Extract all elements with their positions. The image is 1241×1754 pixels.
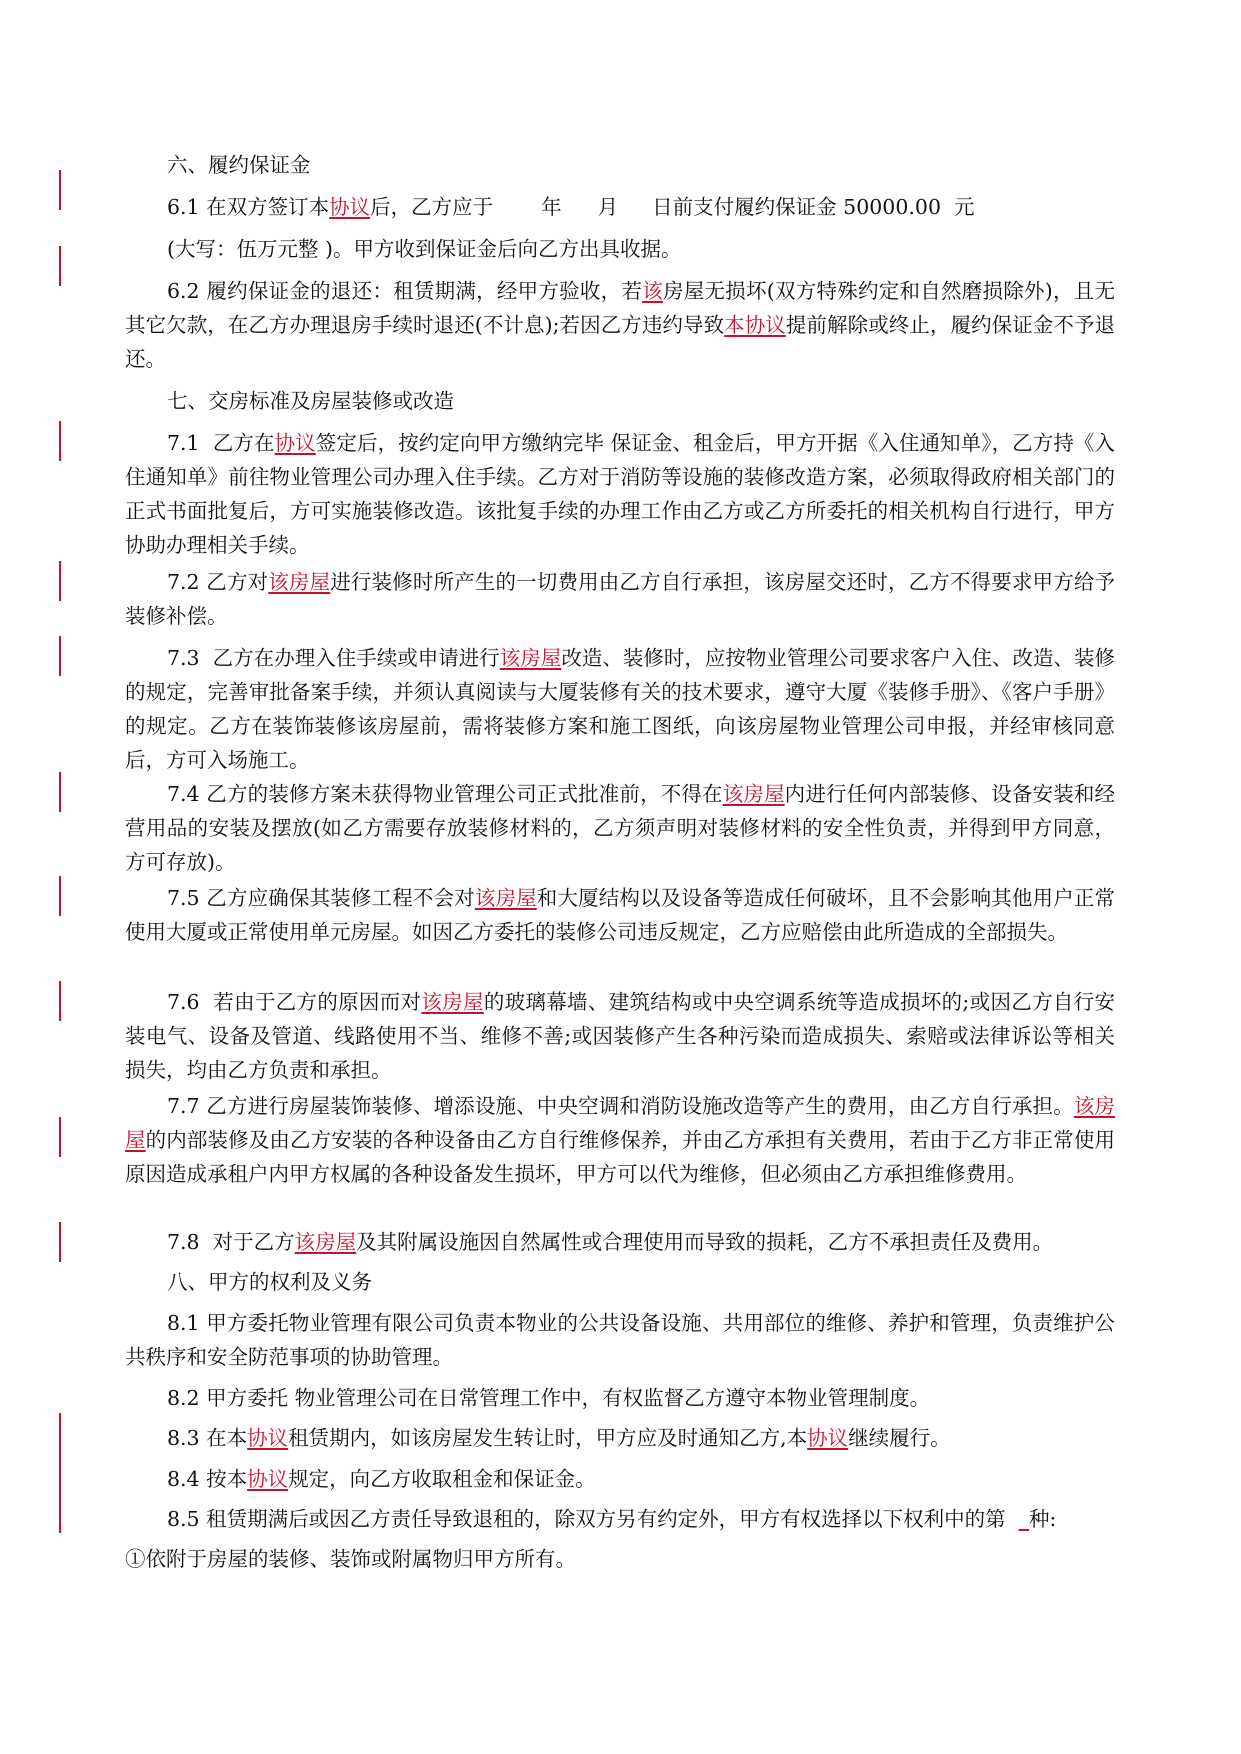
clause-8-3: 8.3 在本协议租赁期内，如该房屋发生转让时，甲方应及时通知乙方,本协议继续履行。 <box>167 1426 951 1450</box>
inserted-text: 该房屋 <box>499 646 562 670</box>
clause-6-1: 6.1 在双方签订本协议后，乙方应于 年 月 日前支付履约保证金 50000.00 元 <box>167 195 975 219</box>
clause-8-1: 8.1 甲方委托物业管理有限公司负责本物业的公共设备设施、共用部位的维修、养护和管理，负责维护公共秩序和安全防范事项的协助管理。 <box>125 1311 1115 1369</box>
section-heading-7: 七、交房标准及房屋装修或改造 <box>167 389 454 413</box>
revision-bar <box>59 636 61 676</box>
clause-8-2: 8.2 甲方委托 物业管理公司在日常管理工作中，有权监督乙方遵守本物业管理制度。 <box>167 1386 931 1410</box>
clause-7-6: 7.6 若由于乙方的原因而对该房屋的玻璃幕墙、建筑结构或中央空调系统等造成损坏的;或因乙方自行安装电气、设备及管道、线路使用不当、维修不善;或因装修产生各种污染而造成损失、索赔或法律诉讼等相关损失，均由乙方负责和承担。 <box>125 990 1116 1082</box>
inserted-text: 该房屋 <box>294 1230 357 1254</box>
clause-7-4: 7.4 乙方的装修方案未获得物业管理公司正式批准前，不得在该房屋内进行任何内部装修、设备安装和经营用品的安装及摆放(如乙方需要存放装修材料的，乙方须声明对装修材料的安全性负责，并得到甲方同意，方可存放)。 <box>125 782 1116 874</box>
clause-6-2: 6.2 履约保证金的退还：租赁期满，经甲方验收，若该房屋无损坏(双方特殊约定和自然磨损除外)，且无其它欠款，在乙方办理退房手续时退还(不计息);若因乙方违约导致本协议提前解除或终止，履约保证金不予退还。 <box>125 279 1116 371</box>
inserted-text: 该 <box>642 279 663 303</box>
clause-8-5: 8.5 租赁期满后或因乙方责任导致退租的，除双方另有约定外，甲方有权选择以下权利中的第 _种: <box>167 1507 1057 1531</box>
revision-bar <box>59 1222 61 1262</box>
revision-bar <box>59 1413 61 1533</box>
inserted-text: 本协议 <box>724 313 786 337</box>
clause-7-3: 7.3 乙方在办理入住手续或申请进行该房屋改造、装修时，应按物业管理公司要求客户入住、改造、装修的规定，完善审批备案手续，并须认真阅读与大厦装修有关的技术要求，遵守大厦《装修手册》、《客户手册》的规定。乙方在装饰装修该房屋前，需将装修方案和施工图纸，向该房屋物业管理公司申报，并经审核同意后，方可入场施工。 <box>125 646 1116 772</box>
revision-bar <box>59 246 61 286</box>
clause-7-2: 7.2 乙方对该房屋进行装修时所产生的一切费用由乙方自行承担，该房屋交还时，乙方不得要求甲方给予装修补偿。 <box>125 570 1116 628</box>
clause-7-1: 7.1 乙方在协议签定后，按约定向甲方缴纳完毕 保证金、租金后，甲方开据《入住通知单》，乙方持《入住通知单》前往物业管理公司办理入住手续。乙方对于消防等设施的装修改造方案，必须取得政府相关部门的正式书面批复后，方可实施装修改造。该批复手续的办理工作由乙方或乙方所委托的相关机构自行进行，甲方协助办理相关手续。 <box>125 431 1116 557</box>
revision-bar <box>59 876 61 916</box>
clause-8-5-option-1: ①依附于房屋的装修、装饰或附属物归甲方所有。 <box>125 1547 576 1571</box>
revision-bar <box>59 772 61 812</box>
inserted-text: 协议 <box>247 1467 289 1491</box>
inserted-text: 该房屋 <box>421 990 484 1014</box>
revision-bar <box>59 981 61 1021</box>
clause-7-7: 7.7 乙方进行房屋装饰装修、增添设施、中央空调和消防设施改造等产生的费用，由乙方自行承担。该房屋的内部装修及由乙方安装的各种设备由乙方自行维修保养，并由乙方承担有关费用，若由于乙方非正常使用原因造成承租户内甲方权属的各种设备发生损坏，甲方可以代为维修，但必须由乙方承担维修费用。 <box>125 1094 1116 1186</box>
inserted-text: 协议 <box>247 1426 289 1450</box>
revision-bar <box>59 1117 61 1157</box>
section-heading-6: 六、履约保证金 <box>167 153 311 177</box>
clause-7-8: 7.8 对于乙方该房屋及其附属设施因自然属性或合理使用而导致的损耗，乙方不承担责任及费用。 <box>167 1230 1054 1254</box>
clause-8-4: 8.4 按本协议规定，向乙方收取租金和保证金。 <box>167 1467 596 1491</box>
clause-6-1-amount-words: (大写：伍万元整 )。甲方收到保证金后向乙方出具收据。 <box>167 237 682 261</box>
revision-bar <box>59 561 61 601</box>
inserted-text: 该房屋 <box>125 1094 1115 1152</box>
inserted-text: _ <box>1018 1507 1029 1531</box>
revision-bar <box>59 421 61 461</box>
inserted-text: 协议 <box>274 431 316 455</box>
inserted-text: 该房屋 <box>268 570 331 594</box>
inserted-text: 协议 <box>807 1426 849 1450</box>
inserted-text: 该房屋 <box>722 782 785 806</box>
revision-bar <box>59 170 61 210</box>
inserted-text: 该房屋 <box>474 886 537 910</box>
inserted-text: 协议 <box>329 195 371 219</box>
section-heading-8: 八、甲方的权利及义务 <box>167 1270 372 1294</box>
clause-7-5: 7.5 乙方应确保其装修工程不会对该房屋和大厦结构以及设备等造成任何破坏，且不会影响其他用户正常使用大厦或正常使用单元房屋。如因乙方委托的装修公司违反规定，乙方应赔偿由此所造成的全部损失。 <box>125 886 1116 944</box>
